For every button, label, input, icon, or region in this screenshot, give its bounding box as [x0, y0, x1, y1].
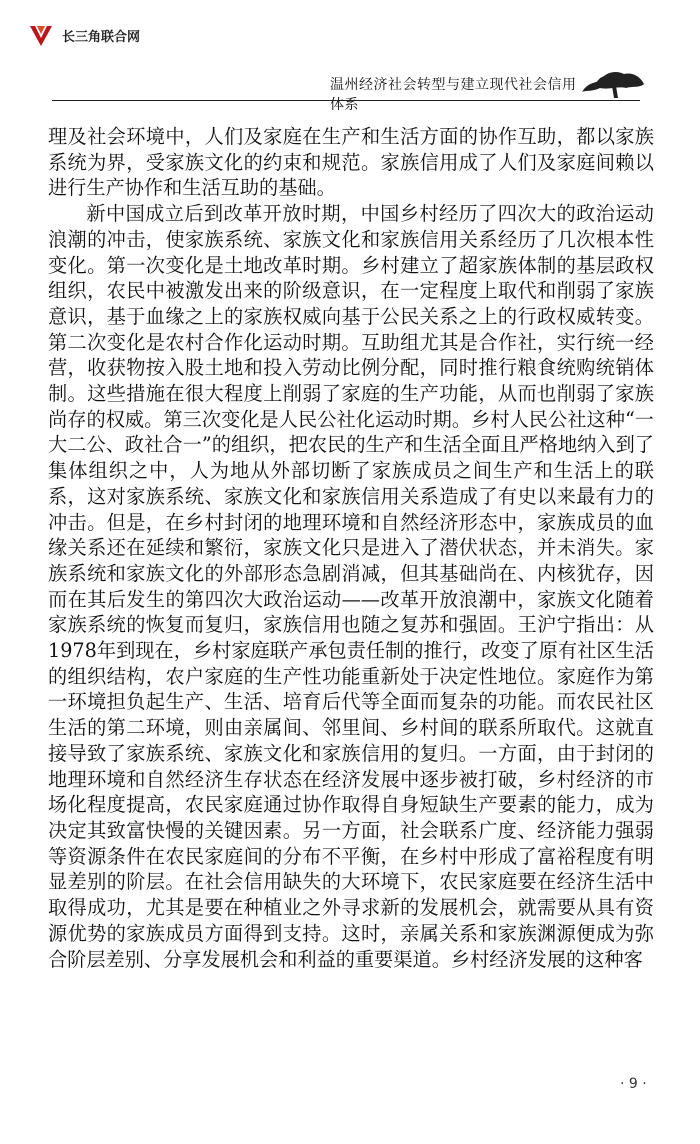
header-rule: [52, 100, 640, 101]
body-text: [48, 124, 654, 972]
site-name: 长三角联合网: [62, 29, 141, 45]
page-number: · 9 ·: [620, 1076, 647, 1092]
site-logo: [28, 22, 140, 48]
running-header-title: 温州经济社会转型与建立现代社会信用体系: [330, 77, 577, 113]
v-logo-icon: [28, 22, 54, 48]
paragraph-1: 理及社会环境中，人们及家庭在生产和生活方面的协作互助，都以家族系统为界，受家族文化的约束和规范。家族信用成了人们及家庭间赖以进行生产协作和生活互助的基础。: [48, 125, 654, 200]
paragraph-2: 新中国成立后到改革开放时期，中国乡村经历了四次大的政治运动浪潮的冲击，使家族系统、家族文化和家族信用关系经历了几次根本性变化。第一次变化是土地改革时期。乡村建立了超家族体制的基层政权组织，农民中被激发出来的阶级意识，在一定程度上取代和削弱了家族意识，基于血缘之上的家族权威向基于公民关系之上的行政权威转变。第二次变化是农村合作化运动时期。互助组尤其是合作社，实行统一经营，收获物按入股土地和投入劳动比例分配，同时推行粮食统购统销体制。这些措施在很大程度上削弱了家庭的生产功能，从而也削弱了家族尚存的权威。第三次变化是人民公社化运动时期。乡村人民公社这种“一大二公、政社合一”的组织，把农民的生产和生活全面且严格地纳入到了集体组织之中，人为地从外部切断了家族成员之间生产和生活上的联系，这对家族系统、家族文化和家族信用关系造成了有史以来最有力的冲击。但是，在乡村封闭的地理环境和自然经济形态中，家族成员的血缘关系还在延续和繁衍，家族文化只是进入了潜伏状态，并未消失。家族系统和家族文化的外部形态急剧消减，但其基础尚在、内核犹存，因而在其后发生的第四次大政治运动——改革开放浪潮中，家族文化随着家族系统的恢复而复归，家族信用也随之复苏和强固。王沪宁指出：从1978年到现在，乡村家庭联产承包责任制的推行，改变了原有社区生活的组织结构，农户家庭的生产性功能重新处于决定性地位。家庭作为第一环境担负起生产、生活、培育后代等全面而复杂的功能。而农民社区生活的第二环境，则由亲属间、邻里间、乡村间的联系所取代。这就直接导致了家族系统、家族文化和家族信用的复归。一方面，由于封闭的地理环境和自然经济生存状态在经济发展中逐步被打破，乡村经济的市场化程度提高，农民家庭通过协作取得自身短缺生产要素的能力，成为决定其致富快慢的关键因素。另一方面，社会联系广度、经济能力强弱等资源条件在农民家庭间的分布不平衡，在乡村中形成了富裕程度有明显差别的阶层。在社会信用缺失的大环境下，农民家庭要在经济生活中取得成功，尤其是要在种植业之外寻求新的发展机会，就需要从具有资源优势的家族成员方面得到支持。这时，亲属关系和家族渊源便成为弥合阶层差别、分享发展机会和利益的重要渠道。乡村经济发展的这种客: [48, 202, 654, 971]
tree-icon: [578, 62, 648, 100]
